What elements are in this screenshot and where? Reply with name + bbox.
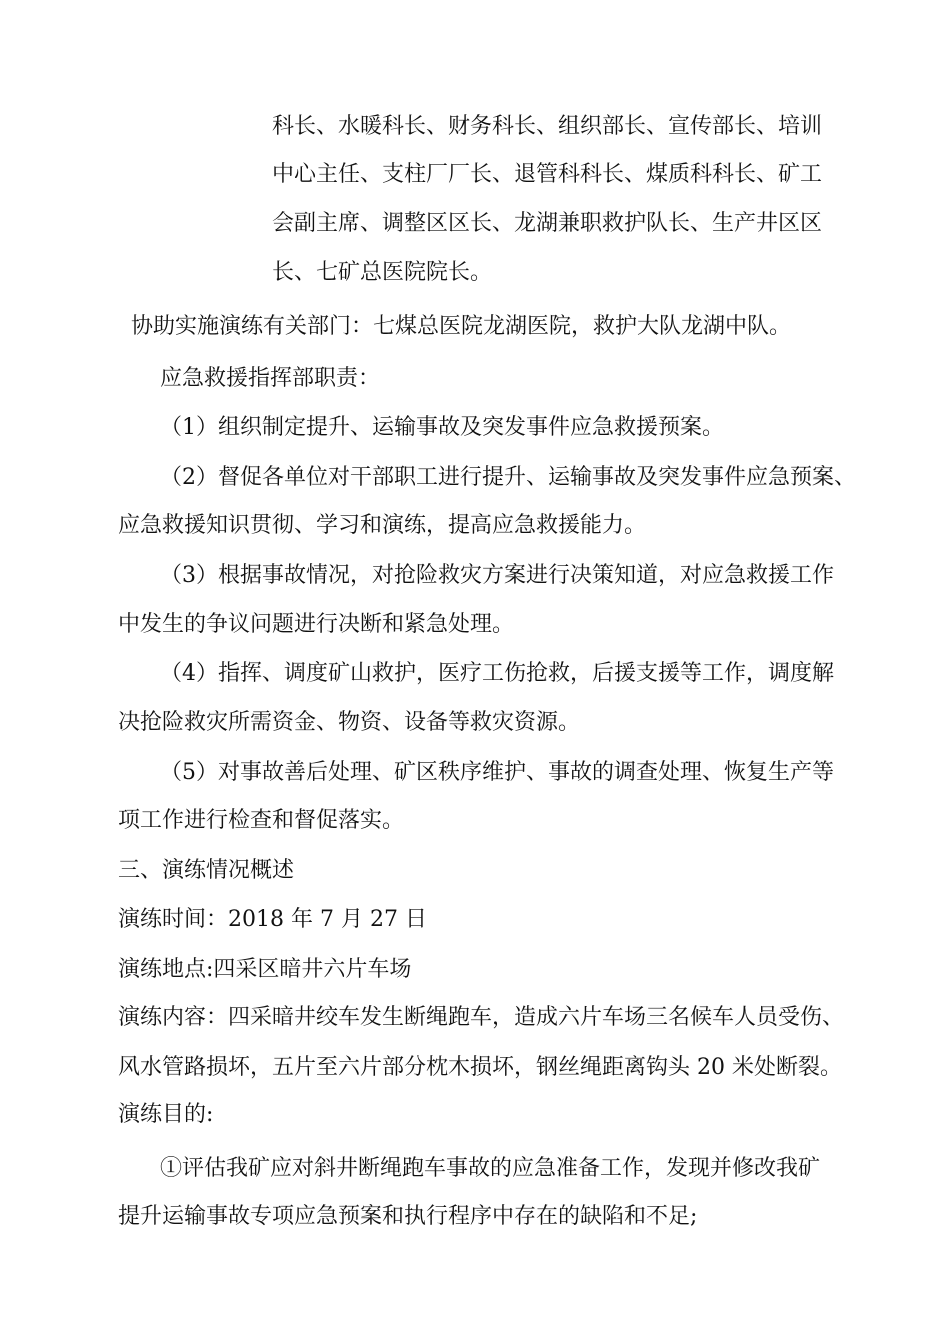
drill-content-line-2: 风水管路损坏，五片至六片部分枕木损坏，钢丝绳距离钩头 20 米处断裂。 <box>118 1055 842 1080</box>
duties-heading: 应急救援指挥部职责： <box>160 366 381 391</box>
duty-5-line-1: （5）对事故善后处理、矿区秩序维护、事故的调查处理、恢复生产等 <box>160 760 834 785</box>
duty-5-line-2: 项工作进行检查和督促落实。 <box>118 808 405 833</box>
drill-location: 演练地点:四采区暗井六片车场 <box>118 957 412 982</box>
drill-purpose-heading: 演练目的: <box>118 1102 214 1127</box>
duty-3-line-1: （3）根据事故情况，对抢险救灾方案进行决策知道，对应急救援工作 <box>160 563 834 588</box>
assist-departments: 协助实施演练有关部门：七煤总医院龙湖医院，救护大队龙湖中队。 <box>131 314 792 339</box>
drill-time: 演练时间：2018 年 7 月 27 日 <box>118 907 427 932</box>
duty-1-line-1: （1）组织制定提升、运输事故及突发事件应急救援预案。 <box>160 415 724 440</box>
section-three-title: 三、演练情况概述 <box>118 858 295 883</box>
personnel-line-3: 会副主席、调整区区长、龙湖兼职救护队长、生产井区区 <box>272 211 823 236</box>
purpose-item-1-line-2: 提升运输事故专项应急预案和执行程序中存在的缺陷和不足; <box>118 1204 698 1229</box>
duty-2-line-2: 应急救援知识贯彻、学习和演练，提高应急救援能力。 <box>118 513 647 538</box>
duty-4-line-1: （4）指挥、调度矿山救护，医疗工伤抢救，后援支援等工作，调度解 <box>160 661 834 686</box>
duty-2-line-1: （2）督促各单位对干部职工进行提升、运输事故及突发事件应急预案、 <box>160 465 856 490</box>
duty-4-line-2: 决抢险救灾所需资金、物资、设备等救灾资源。 <box>118 710 581 735</box>
duty-3-line-2: 中发生的争议问题进行决断和紧急处理。 <box>118 612 515 637</box>
purpose-item-1-line-1: ①评估我矿应对斜井断绳跑车事故的应急准备工作，发现并修改我矿 <box>160 1156 821 1181</box>
personnel-line-1: 科长、水暖科长、财务科长、组织部长、宣传部长、培训 <box>272 114 823 139</box>
personnel-line-4: 长、七矿总医院院长。 <box>272 260 493 285</box>
drill-content-line-1: 演练内容：四采暗井绞车发生断绳跑车，造成六片车场三名候车人员受伤、 <box>118 1005 845 1030</box>
personnel-line-2: 中心主任、支柱厂厂长、退管科科长、煤质科科长、矿工 <box>272 162 823 187</box>
